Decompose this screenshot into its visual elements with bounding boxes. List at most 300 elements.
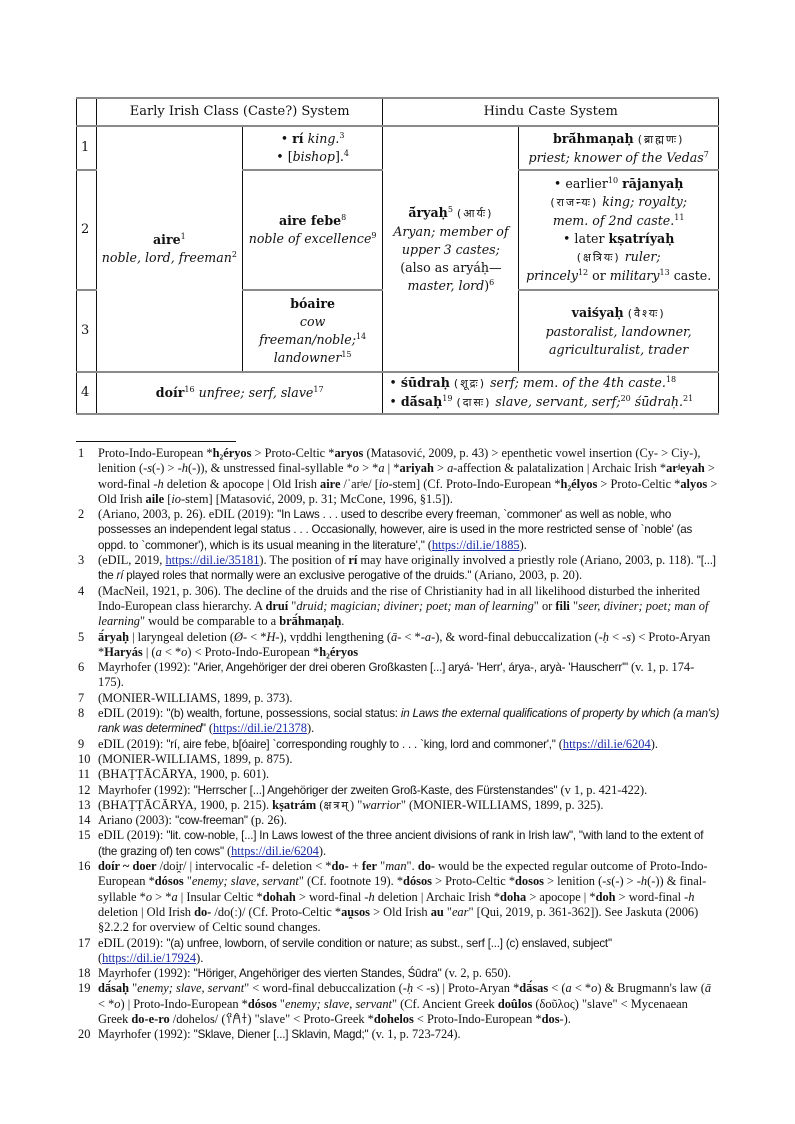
text-run: ). [519,537,527,552]
gloss-boaire: landowner [273,350,342,365]
italic-run: enemy; slave, servant [284,996,392,1011]
italic-run: enemy; slave, servant [137,981,245,996]
term: brā́hmaṇaḥ [279,614,342,629]
text-run: > lenition (- [543,874,607,889]
caste-comparison-table [76,97,719,415]
gloss-rajanyah: mem. of 2nd caste. [552,213,675,228]
footnote-text [98,813,720,828]
footnote-text [98,783,720,798]
text-run: (MacNeil, 1921, p. 306). The decline of the druids and the rise of Christianity had in all likelihood disturbed the inherited Indo-European class hierarchy. A [98,583,700,613]
text-run: . [341,614,345,629]
text-run: (v. 1, p. 723-724). [368,1027,461,1042]
text-run: " [377,859,386,874]
footnote-item [76,553,720,584]
term: au̯sos [341,904,370,919]
term: h₂éryos [319,644,359,659]
italic-run: a [565,981,572,996]
reference-link[interactable]: https://dil.ie/35181 [165,553,260,568]
italic-run: a [171,889,178,904]
text-run: " would be comparable to a [140,614,280,629]
text-run: /dohelos/ (𐀈𐀁𐀫) "slave" < Proto-Greek * [169,1011,374,1026]
gloss-rajanyah: king; royalty; [602,194,688,209]
quotation: "In Laws . . . used to describe every freeman, `commoner' as well as noble, who possesses an independent legal status . . . Occasionally, however, aire is used in the more restricted sense of `noble' (as oppd. to `commoner'), which is its usual meaning in the literature'," [98,508,693,552]
text-run: -). [559,1011,571,1026]
italic-run: Ø [234,629,243,644]
label-later: later [574,231,605,246]
footnote-item [76,798,720,813]
text-run: Proto-Indo-European * [98,446,213,460]
text-run: (Ariano, 2003, p. 20). [471,568,583,583]
italic-run: a [378,461,385,476]
footnote-item [76,660,720,691]
text-run: Mayrhofer (1992): [98,966,194,981]
text-run: -), vṛddhi lengthening ( [275,629,392,644]
term-aire-febe: aire febe [278,213,342,228]
cell-sudrah-dasah [383,372,719,414]
italic-run: s [626,629,632,644]
footnote-text [98,584,720,630]
italic-run: ḥ [602,629,609,644]
term-sudrah: śūdraḥ [400,375,450,390]
italic-run: s [147,461,153,476]
italic-run: ā [704,981,712,996]
text-run: ). The position of [259,553,349,568]
footnote-number: 6 [78,660,85,675]
text-run: Mayrhofer (1992): [98,660,194,675]
footnote-ref[interactable]: 19 [442,393,453,403]
text-run: > * [358,461,379,476]
gloss-aire: noble, lord, freeman [101,250,232,265]
italic-run: druid; magician; diviner; poet; man of learning [296,598,534,613]
text-run: > word-final - [295,889,369,904]
text-run: > word-final - [615,889,689,904]
text-run: < - [608,629,627,644]
text-run: " [443,904,452,919]
text-run: (-) > - [611,874,641,889]
footnote-text [98,706,720,737]
text-run: ) | Proto-Indo-European * [120,996,248,1011]
table-row [77,372,719,414]
text-run: | Insular Celtic * [177,889,263,904]
footnote-number: 20 [78,1027,91,1042]
footnote-item [76,936,720,967]
quotation: "Sklave, Diener [...] Sklavin, Magd;" [193,1028,369,1042]
cell-rajanyah-ksatriyah [519,170,719,290]
gloss-sudrah: serf; mem. of the 4th caste. [490,375,666,390]
text-run: [ [164,491,172,506]
term: dohelos [373,1011,414,1026]
cell-aryah [383,126,519,372]
footnote-text [98,507,720,553]
text-run: " or [533,598,556,613]
text-run: > Proto-Celtic * [597,476,681,491]
footnote-ref[interactable]: 2 [231,249,237,259]
text-run: (BHAṬṬĀCĀRYA, 1900, p. 601). [98,767,270,782]
term: doûlos [497,996,533,1011]
text-run: deletion & apocope | Old Irish [163,476,321,491]
cell-ri-bishop [242,126,383,170]
footnote-number: 2 [78,507,85,522]
text-run: " [183,874,192,889]
footnote-item [76,446,720,507]
italic-run: h [368,889,375,904]
footnote-number: 18 [78,966,91,981]
footnote-ref[interactable]: 21 [683,393,694,403]
footnote-item [76,783,720,798]
text-run: > * [152,889,172,904]
text-run: -), & word-final debuccalization (- [431,629,603,644]
footnote-number: 19 [78,981,91,996]
footnote-text [98,966,720,981]
term: dosos [515,874,544,889]
footnote-text [98,936,720,967]
footnote-number: 7 [78,690,85,705]
term-brahmanah: brā́hmaṇaḥ [552,130,634,146]
footnote-item [76,813,720,828]
quotation: "lit. cow-noble, [...] In Laws lowest of the three ancient divisions of rank in Irish law", "with land to the extent of (the grazing of) ten cows" [98,829,704,858]
text-run: + [348,859,362,874]
gloss-ksatriyah: princely [526,268,578,283]
footnote-text [98,691,720,706]
text-run: < * [161,644,182,659]
cell-doir [96,372,382,414]
term: dósos [247,996,277,1011]
quotation: played roles that normally were an exclusive perogative of the druids." [123,569,472,583]
term: arʲeyah [666,461,705,476]
footnote-number: 3 [78,553,85,568]
italic-run: a [447,461,454,476]
text-run: ) < Proto-Aryan * [98,629,711,659]
footnote-number: 9 [78,736,85,751]
term: dósos [154,874,184,889]
devanagari-vaisyah: (वैश्यः) [627,306,666,320]
text-run: deletion | Old Irish [98,904,195,919]
footnote-number: 13 [78,797,91,812]
italic-run: o [114,996,121,1011]
text-run: | ( [142,644,156,659]
text-run: " (MONIER-WILLIAMS, 1899, p. 325). [400,797,604,812]
footnote-ref[interactable]: 4 [343,148,349,158]
text-run: | * [384,461,400,476]
gloss-boaire: freeman/noble; [259,332,356,347]
footnote-number: 14 [78,813,91,828]
quotation-italic: rí [116,569,124,583]
quotation: "(b) wealth, fortune, possessions, social status: [166,707,401,721]
text-run: " [569,598,578,613]
term: Haryás [104,644,143,659]
footnote-ref[interactable]: 13 [659,267,670,277]
footnote-ref[interactable]: 12 [577,267,589,277]
term: aryos [334,446,364,460]
footnote-ref[interactable]: 6 [489,277,495,287]
term: doha [500,889,527,904]
text-run: < -s) | Proto-Aryan * [413,981,520,996]
footnote-item [76,691,720,706]
footnote-ref[interactable]: 18 [665,374,677,384]
term-ri: rí [292,131,304,146]
term: aire [320,476,341,491]
italic-run: enemy; slave, servant [191,874,299,889]
footnote-text [98,752,720,767]
quotation: "rí, aire febe, b[óaire] `corresponding roughly to . . . `king, lord and commoner'," [166,737,556,751]
text-run: (v. 2, p. 650). [441,966,511,981]
footnote-ref[interactable]: 15 [341,349,352,359]
footnote-text [98,630,720,661]
text-run: (v. 1, p. 174-175). [98,660,695,690]
text-run: eDIL (2019): [98,706,167,721]
term-aryah: ā́ryaḥ [408,204,448,220]
quotation-italic: in Laws the external qualifications of property by which (a man's) rank was determined [98,707,720,736]
term: doír ~ doer [98,859,157,874]
footnote-item [76,706,720,737]
footnote-number: 12 [78,782,91,797]
footnote-ref[interactable]: 11 [674,212,685,222]
footnote-number: 15 [78,828,91,843]
text-run: ( [223,843,232,858]
reference-link[interactable]: https://dil.ie/21378 [212,721,307,736]
text-run: (p. 26). [247,813,287,828]
header-hindu: Hindu Caste System [383,98,719,126]
italic-run: o [145,889,153,904]
footnote-number: 1 [78,446,85,460]
footnote-ref[interactable]: 17 [313,384,324,394]
term: dā́saḥ [98,981,129,996]
gloss-vaisyah: pastoralist, landowner, [545,323,692,339]
bracket: [ [287,149,293,164]
gloss-aryah: Aryan; member of [393,223,509,239]
italic-run: warrior [362,797,401,812]
cell-aire-febe [242,170,383,290]
bullet: • [389,375,397,390]
devanagari-rajanyah: (राजन्यः) [550,196,599,209]
text-run: -stem] (Cf. Proto-Indo-European * [388,476,561,491]
footnote-text [98,1027,720,1042]
footnote-item [76,828,720,859]
label-earlier: earlier [565,176,608,191]
text-run: " [129,981,138,996]
footnote-item [76,1027,720,1042]
footnote-ref[interactable]: 20 [620,393,631,403]
footnote-item [76,507,720,553]
term: au [430,904,444,919]
italic-run: ear [451,904,469,919]
term-aire: aire [153,232,181,247]
footnote-ref[interactable]: 1 [180,231,186,241]
text-run: ( [316,797,324,812]
row-number: 2 [77,170,97,290]
text-run: ). [650,736,658,751]
text-run: > apocope | * [526,889,596,904]
term-dasah: dā́saḥ [400,394,443,409]
devanagari-sudrah: (शूद्रः) [453,377,487,390]
text-run: | laryngeal deletion ( [128,629,234,644]
footnote-ref[interactable]: 9 [371,230,377,240]
text-run: (Matasović, 2009, p. 43) > epenthetic vowel insertion (Cy- > Ciy-), lenition (- [98,446,701,476]
text-run: (MONIER-WILLIAMS, 1899, p. 373). [98,690,293,705]
italic-run: man [385,859,407,874]
italic-run: io [171,491,181,506]
text-run: > word-final - [98,461,715,491]
term: fili [555,598,570,613]
gloss-bishop: bishop [292,149,335,164]
text-run: -stem] [Matasović, 2009, p. 31; McCone, 1996, §1.5]). [180,491,453,506]
term-vaisyah: vaiśyaḥ [571,304,624,320]
term: kṣatrám [272,797,317,812]
text-run: ( [424,537,432,552]
text-run: < * [98,996,115,1011]
text-run: -affection & palatalization | Archaic Irish * [453,461,667,476]
bullet: • [562,231,571,246]
devanagari: क्षत्रम् [323,798,351,812]
reference-link[interactable]: https://dil.ie/1885 [431,537,520,552]
text-run: - < * [242,629,267,644]
gloss-brahmanah: priest; knower of the Vedas [528,149,704,165]
term: do- [417,859,436,874]
text-run: > Proto-Celtic * [251,446,335,460]
reference-link[interactable]: https://dil.ie/17924 [102,950,197,965]
text-run: " [276,996,285,1011]
text-run: ) & Brugmann's law ( [597,981,705,996]
text-run: may have originally involved a priestly role (Ariano, 2003, p. 118). [357,553,697,568]
footnote-ref[interactable]: 16 [184,384,195,394]
footnote-separator [76,441,236,442]
footnote-text [98,981,720,1027]
footnote-ref[interactable]: 8 [341,212,347,222]
text-run: ). [318,843,327,858]
footnote-text [98,553,720,584]
italic-run: o [352,461,359,476]
footnote-text [98,828,720,859]
bullet: • [389,394,397,409]
italic-run: o [591,981,598,996]
table-header-row [77,98,719,126]
text-run: (-)), & unstressed final-syllable * [187,461,353,476]
text-run: " (Cf. footnote 19). * [298,874,404,889]
term: aile [145,491,165,506]
italic-run: h [688,889,695,904]
term: h₂éryos [212,446,252,460]
quotation: "(a) unfree, lowborn, of servile condition or nature; as subst., serf [...] (c) enslaved, subject" [166,936,612,950]
reference-link[interactable]: https://dil.ie/6204 [231,843,319,858]
italic-run: io [378,476,389,491]
devanagari-brahmanah: (ब्राह्मणः) [637,132,685,146]
footnote-ref[interactable]: 3 [339,130,345,140]
gloss-tail: caste. [673,268,712,283]
gloss-aire-febe: noble of excellence [248,231,372,246]
text-run: < ( [548,981,566,996]
term: do- [194,904,212,919]
footnote-ref[interactable]: 14 [355,331,367,341]
term: doh [595,889,616,904]
term: druí [265,598,289,613]
text-run: would be the expected regular outcome of Proto-Indo-European * [98,859,708,889]
gloss-aryah: upper 3 castes; [401,241,500,257]
italic-run: ā [391,629,398,644]
header-irish: Early Irish Class (Caste?) System [96,98,382,126]
footnote-ref[interactable]: 5 [447,204,453,214]
footnote-item [76,966,720,981]
footnote-text [98,660,720,691]
footnotes-list [76,446,720,1043]
term-ksatriyah: kṣatríyaḥ [608,231,675,246]
footnote-ref[interactable]: 7 [703,149,709,159]
quotation: "Herrscher [...] Angehöriger der zweiten Groß-Kaste, des Fürstenstandes" [193,783,558,797]
text-run: ( [98,950,103,965]
footnote-number: 11 [78,767,90,782]
footnote-text [98,859,720,935]
gloss-doir: unfree; serf, slave [198,385,314,400]
term: h₂élyos [560,476,598,491]
text-run: (BHAṬṬĀCĀRYA, 1900, p. 215). [98,797,273,812]
alt-form-aryah: (also as aryáḥ— [400,259,502,275]
term: rí [348,553,358,568]
text-run: > [433,461,448,476]
term-doir: doír [155,385,185,400]
text-run: ". [406,859,418,874]
footnote-ref[interactable]: 10 [607,175,619,185]
paren: ) [484,277,490,293]
term: do-e-ro [131,1011,170,1026]
footnote-item [76,737,720,752]
text-run: " < word-final debuccalization (- [244,981,407,996]
italic-run: H [266,629,276,644]
italic-run: h [640,874,648,889]
cell-brahmanah [519,126,719,170]
text-run: " [288,598,297,613]
row-number: 1 [77,126,97,170]
italic-run: seer, diviner; poet; man of learning [98,598,709,629]
row-number: 3 [77,290,97,372]
header-num-cell [77,98,97,126]
text-run: Ariano (2003): [98,813,176,828]
quotation: " [201,722,206,736]
term: alyos [680,476,708,491]
term: dohah [262,889,296,904]
italic-run: ḥ [406,981,414,996]
text-run: ( [555,736,563,751]
text-run: (eDIL, 2019, [98,553,166,568]
footnote-item [76,584,720,630]
text-run: /doi̯r/ | intervocalic -f- deletion < * [156,859,332,874]
footnote-text [98,446,720,507]
text-run: - < *- [397,629,425,644]
footnote-number: 17 [78,935,91,950]
quotation: "Höriger, Angehöriger des vierten Standes, Śūdra" [193,967,442,981]
quotation: "[...] the [98,554,716,583]
text-run: (Ariano, 2003, p. 26). eDIL (2019): [98,507,278,522]
text-run: " [Qui, 2019, p. 361-362]). See Jaskuta (2006) §2.2.2 for overview of Celtic sound changes. [98,904,699,935]
term-boaire: bóaire [290,296,336,311]
text-run: eDIL (2019): [98,828,167,843]
text-run: eDIL (2019): [98,736,167,751]
footnote-item [76,767,720,782]
text-run: (v 1, p. 421-422). [557,782,648,797]
text-run: ). [196,950,204,965]
bullet: • [280,131,289,146]
footnote-number: 8 [78,706,85,721]
italic-run: h [157,476,164,491]
term: fer [361,859,378,874]
text-run: (-) > - [152,461,182,476]
text-run: /ˈarʲe/ [ [340,476,379,491]
text-run: > Old Irish [370,904,431,919]
reference-link[interactable]: https://dil.ie/6204 [562,736,651,751]
text-run: (MONIER-WILLIAMS, 1899, p. 875). [98,751,293,766]
term: dósos [403,874,432,889]
text-run: eDIL (2019): [98,935,167,950]
footnote-item [76,859,720,935]
cell-boaire [242,290,383,372]
